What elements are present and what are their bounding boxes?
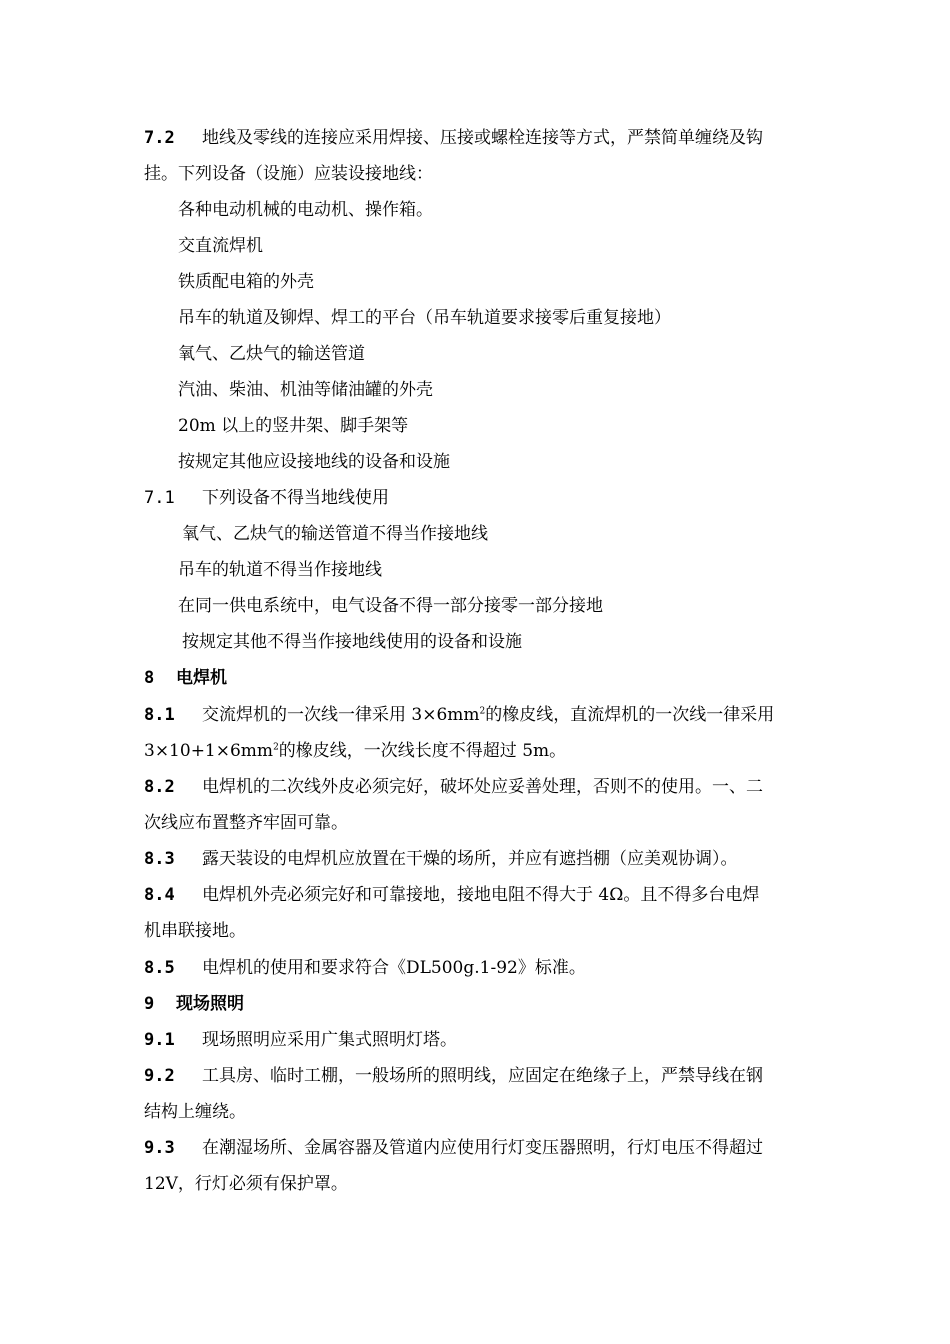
clause-text: 的橡皮线，一次线长度不得超过 5m。 — [278, 741, 567, 761]
clause-number: 9.3 — [144, 1138, 175, 1158]
clause-number: 9.2 — [144, 1066, 175, 1086]
list-item: 氧气、乙炔气的输送管道不得当作接地线 — [182, 524, 488, 544]
clause-number: 8.4 — [144, 885, 175, 905]
clause-number: 8.5 — [144, 958, 175, 978]
clause-text: 下列设备不得当地线使用 — [202, 488, 389, 508]
clause-8-1-line-2 — [144, 740, 566, 762]
clause-7-2-line-2: 挂。下列设备（设施）应装设接地线： — [144, 164, 433, 184]
clause-7-1 — [144, 487, 389, 509]
clause-9-3-line-2: 12V，行灯必须有保护罩。 — [144, 1174, 348, 1194]
clause-8-2-line-2: 次线应布置整齐牢固可靠。 — [144, 813, 348, 833]
clause-9-1 — [144, 1029, 457, 1051]
clause-8-4-line-1 — [144, 884, 759, 906]
clause-8-1-line-1 — [144, 704, 774, 726]
list-item: 在同一供电系统中，电气设备不得一部分接零一部分接地 — [178, 596, 603, 616]
section-title: 现场照明 — [176, 994, 244, 1014]
list-item: 吊车的轨道不得当作接地线 — [178, 560, 382, 580]
clause-number: 8.2 — [144, 777, 175, 797]
superscript: 2 — [479, 706, 486, 717]
clause-8-2-line-1 — [144, 776, 763, 798]
clause-number: 7.1 — [144, 488, 175, 508]
superscript: 2 — [273, 742, 279, 753]
section-title: 电焊机 — [176, 668, 227, 688]
clause-number: 9.1 — [144, 1030, 175, 1050]
list-item: 铁质配电箱的外壳 — [178, 272, 314, 292]
list-item: 氧气、乙炔气的输送管道 — [178, 344, 365, 364]
list-item: 汽油、柴油、机油等储油罐的外壳 — [178, 380, 433, 400]
section-heading-9 — [144, 993, 244, 1015]
clause-text: 3×10+1×6mm — [144, 741, 274, 761]
clause-text: 现场照明应采用广集式照明灯塔。 — [202, 1030, 457, 1050]
section-number: 8 — [144, 668, 155, 688]
clause-7-2-line-1 — [144, 127, 763, 149]
clause-8-4-line-2: 机串联接地。 — [144, 921, 246, 941]
list-item: 吊车的轨道及铆焊、焊工的平台（吊车轨道要求接零后重复接地） — [178, 308, 671, 328]
list-item: 各种电动机械的电动机、操作箱。 — [178, 200, 433, 220]
clause-text: 交流焊机的一次线一律采用 3×6mm — [202, 705, 480, 725]
clause-number: 8.3 — [144, 849, 175, 869]
clause-text: 的橡皮线，直流焊机的一次线一律采用 — [485, 705, 775, 725]
clause-9-2-line-1 — [144, 1065, 763, 1087]
clause-text: 电焊机的二次线外皮必须完好，破坏处应妥善处理，否则不的使用。一、二 — [202, 777, 763, 797]
section-heading-8 — [144, 667, 227, 689]
clause-text: 电焊机外壳必须完好和可靠接地，接地电阻不得大于 4Ω。且不得多台电焊 — [202, 885, 760, 905]
list-item: 按规定其他不得当作接地线使用的设备和设施 — [182, 632, 522, 652]
clause-text: 工具房、临时工棚，一般场所的照明线，应固定在绝缘子上，严禁导线在钢 — [202, 1066, 763, 1086]
clause-9-3-line-1 — [144, 1137, 763, 1159]
list-item: 20m 以上的竖井架、脚手架等 — [178, 416, 409, 436]
list-item: 按规定其他应设接地线的设备和设施 — [178, 452, 450, 472]
clause-text: 露天装设的电焊机应放置在干燥的场所，并应有遮挡棚（应美观协调）。 — [202, 849, 738, 869]
clause-text: 电焊机的使用和要求符合《DL500g.1-92》标准。 — [202, 958, 586, 978]
clause-text: 地线及零线的连接应采用焊接、压接或螺栓连接等方式，严禁简单缠绕及钩 — [202, 128, 763, 148]
clause-8-3 — [144, 848, 738, 870]
clause-9-2-line-2: 结构上缠绕。 — [144, 1102, 246, 1122]
clause-number: 7.2 — [144, 128, 175, 148]
list-item: 交直流焊机 — [178, 236, 263, 256]
clause-number: 8.1 — [144, 705, 175, 725]
clause-text: 在潮湿场所、金属容器及管道内应使用行灯变压器照明，行灯电压不得超过 — [202, 1138, 763, 1158]
clause-8-5 — [144, 957, 586, 979]
section-number: 9 — [144, 994, 155, 1014]
